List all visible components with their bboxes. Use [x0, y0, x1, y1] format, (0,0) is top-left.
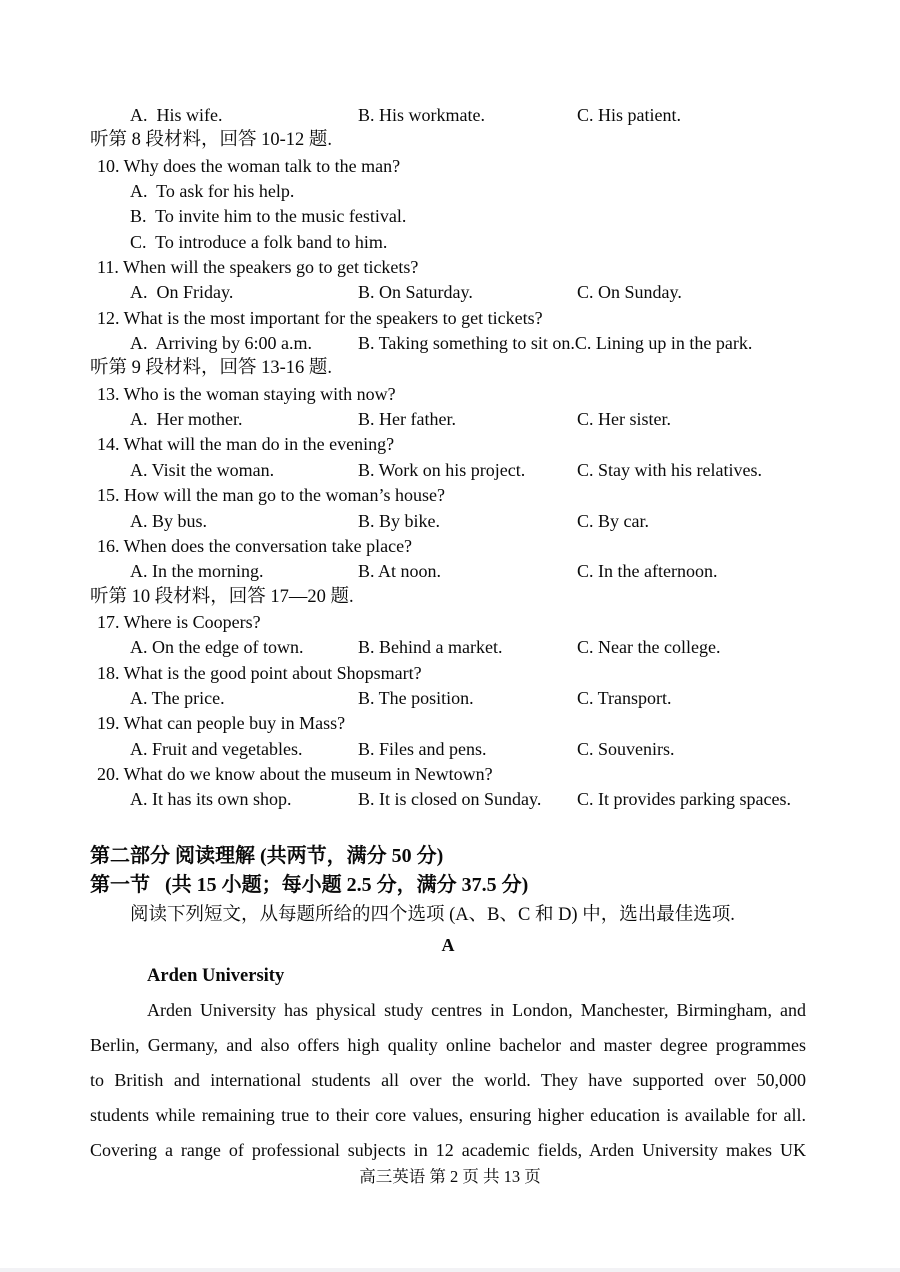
option-line: C. To introduce a folk band to him.: [130, 231, 388, 252]
option-a: A. Arriving by 6:00 a.m.: [130, 333, 312, 354]
question-line: 13. Who is the woman staying with now?: [97, 383, 396, 404]
option-c: C. Her sister.: [577, 409, 671, 430]
passage-body: [90, 993, 806, 1168]
option-b: B. On Saturday.: [358, 282, 473, 303]
option-a: A. In the morning.: [130, 561, 264, 582]
listening-material-label: 听第 9 段材料，回答 13-16 题.: [90, 358, 333, 379]
passage-title: Arden University: [147, 965, 285, 986]
question-line: 17. Where is Coopers?: [97, 611, 261, 632]
page-footer: 高三英语 第 2 页 共 13 页: [359, 1167, 541, 1186]
options-row: [90, 686, 806, 711]
option-c: C. In the afternoon.: [577, 561, 718, 582]
listening-material-label: 听第 8 段材料，回答 10-12 题.: [90, 130, 333, 151]
question-line: 14. What will the man do in the evening?: [97, 434, 395, 455]
option-line: A. To ask for his help.: [130, 181, 295, 202]
options-row: [90, 635, 806, 660]
option-c: C. His patient.: [577, 105, 681, 125]
passage-line: students while remaining true to their core values, ensuring higher education is available for all.: [90, 1104, 806, 1125]
passage-line: Arden University has physical study centres in London, Manchester, Birmingham, and: [147, 999, 806, 1020]
option-c: C. Near the college.: [577, 637, 721, 658]
options-row: [90, 103, 806, 128]
options-row: [90, 559, 806, 584]
option-a: A. His wife.: [130, 105, 223, 125]
option-b: B. By bike.: [358, 510, 441, 531]
option-b: B. His workmate.: [358, 105, 485, 125]
options-row: [90, 787, 806, 812]
option-a: A. On Friday.: [130, 282, 234, 303]
option-b: B. At noon.: [358, 561, 442, 582]
option-a: A. By bus.: [130, 510, 208, 531]
options-row: [90, 509, 806, 534]
options-row: [90, 737, 806, 762]
option-c: C. Stay with his relatives.: [577, 459, 762, 480]
option-b: B. Her father.: [358, 409, 456, 430]
question-line: 20. What do we know about the museum in Newtown?: [97, 763, 493, 784]
option-a: A. Fruit and vegetables.: [130, 738, 303, 759]
passage-line: to British and international students all over the world. They have supported over 50,000: [90, 1069, 806, 1090]
options-row: [90, 407, 806, 432]
option-b: B. Work on his project.: [358, 459, 526, 480]
question-line: 10. Why does the woman talk to the man?: [97, 155, 401, 176]
page-bottom-edge: [0, 1268, 900, 1272]
reading-instruction: 阅读下列短文，从每题所给的四个选项 (A、B、C 和 D) 中，选出最佳选项.: [130, 904, 735, 925]
passage-line: Berlin, Germany, and also offers high quality online bachelor and master degree programmes: [90, 1034, 806, 1055]
option-b: B. Taking something to sit on.C. Lining up in the park.: [358, 333, 753, 354]
passage-line: Covering a range of professional subjects in 12 academic fields, Arden University makes UK: [90, 1139, 806, 1160]
option-b: B. The position.: [358, 687, 474, 708]
option-c: C. It provides parking spaces.: [577, 789, 791, 810]
listening-material-label: 听第 10 段材料，回答 17—20 题.: [90, 586, 354, 607]
option-a: A. The price.: [130, 687, 225, 708]
options-row: [90, 280, 806, 305]
part2-header: 第二部分 阅读理解 (共两节，满分 50 分): [90, 844, 444, 867]
listening-questions-block: [90, 103, 806, 813]
option-line: B. To invite him to the music festival.: [130, 206, 407, 227]
question-line: 11. When will the speakers go to get tickets?: [97, 257, 419, 278]
option-c: C. Transport.: [577, 687, 672, 708]
section1-header: 第一节 (共 15 小题；每小题 2.5 分，满分 37.5 分): [90, 873, 529, 896]
option-b: B. Files and pens.: [358, 738, 487, 759]
option-b: B. Behind a market.: [358, 637, 503, 658]
option-c: C. Souvenirs.: [577, 738, 675, 759]
option-c: C. On Sunday.: [577, 282, 682, 303]
options-row: [90, 331, 806, 356]
option-b: B. It is closed on Sunday.: [358, 789, 542, 810]
question-line: 15. How will the man go to the woman’s house?: [97, 485, 445, 506]
options-row: [90, 458, 806, 483]
option-a: A. Her mother.: [130, 409, 243, 430]
question-line: 18. What is the good point about Shopsmart?: [97, 662, 422, 683]
option-a: A. It has its own shop.: [130, 789, 292, 810]
passage-label: A: [441, 934, 455, 955]
question-line: 12. What is the most important for the speakers to get tickets?: [97, 307, 543, 328]
exam-page-content: [90, 103, 806, 1168]
option-c: C. By car.: [577, 510, 649, 531]
option-a: A. On the edge of town.: [130, 637, 304, 658]
question-line: 19. What can people buy in Mass?: [97, 713, 346, 734]
option-a: A. Visit the woman.: [130, 459, 275, 480]
question-line: 16. When does the conversation take place?: [97, 535, 413, 556]
